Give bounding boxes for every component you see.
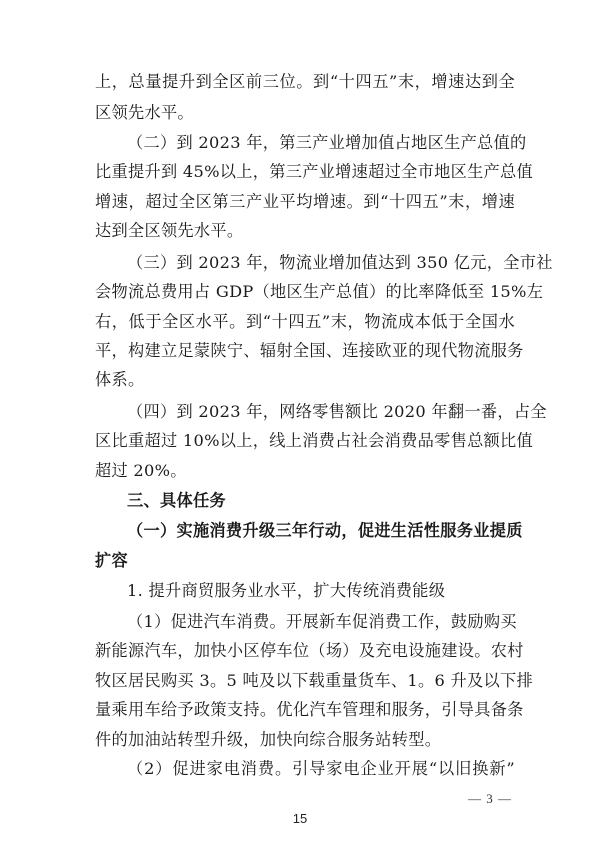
body-line: 右，低于全区水平。到“十四五”末，物流成本低于全国水	[95, 312, 515, 331]
outer-page-number: 15	[292, 811, 308, 826]
body-line: 上，总量提升到全区前三位。到“十四五”末，增速达到全	[95, 72, 515, 91]
section-heading: 三、具体任务	[127, 491, 226, 510]
body-line: 增速，超过全区第三产业平均增速。到“十四五”末，增速	[95, 192, 515, 211]
body-line: 区领先水平。	[95, 103, 194, 122]
body-line: （2）促进家电消费。引导家电企业开展“以旧换新”	[127, 759, 515, 778]
body-line: 区比重超过 10%以上，线上消费占社会消费品零售总额比值	[95, 431, 534, 450]
item-heading: 1. 提升商贸服务业水平，扩大传统消费能级	[127, 581, 446, 600]
body-line: 体系。	[95, 370, 145, 389]
subsection-heading: （一）实施消费升级三年行动，促进生活性服务业提质	[127, 521, 523, 540]
body-line: 件的加油站转型升级，加快向综合服务站转型。	[95, 730, 442, 749]
body-line: （四）到 2023 年，网络零售额比 2020 年翻一番，占全	[127, 402, 547, 421]
body-line: （1）促进汽车消费。开展新车促消费工作，鼓励购买	[127, 612, 517, 631]
inner-page-number: — 3 —	[468, 791, 512, 806]
body-line: 超过 20%。	[95, 461, 187, 480]
body-line: 牧区居民购买 3。5 吨及以下载重量货车、1。6 升及以下排	[95, 671, 533, 690]
subsection-heading: 扩容	[95, 551, 128, 570]
body-line: 新能源汽车，加快小区停车位（场）及充电设施建设。农村	[95, 641, 524, 660]
body-line: 比重提升到 45%以上，第三产业增速超过全市地区生产总值	[95, 162, 534, 181]
body-line: 会物流总费用占 GDP（地区生产总值）的比率降低至 15%左	[95, 282, 544, 301]
body-line: 平，构建立足蒙陕宁、辐射全国、连接欧亚的现代物流服务	[95, 341, 524, 360]
body-line: （三）到 2023 年，物流业增加值达到 350 亿元，全市社	[127, 253, 553, 272]
body-line: （二）到 2023 年，第三产业增加值占地区生产总值的	[127, 133, 527, 152]
body-line: 达到全区领先水平。	[95, 221, 244, 240]
body-line: 量乘用车给予政策支持。优化汽车管理和服务，引导具备条	[95, 700, 524, 719]
